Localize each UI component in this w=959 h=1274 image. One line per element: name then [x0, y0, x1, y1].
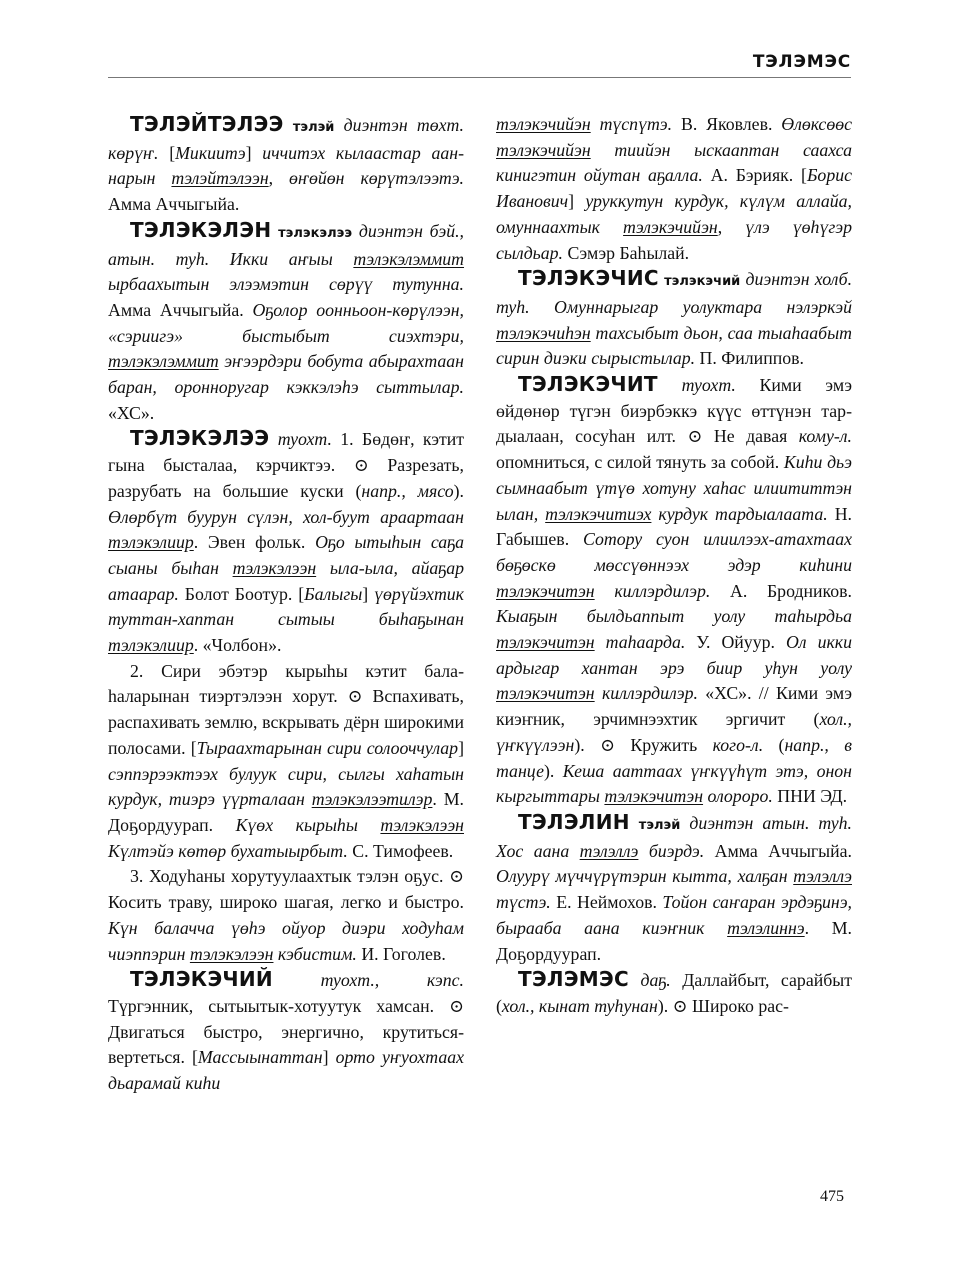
entry-telekechit: ТЭЛЭКЭЧИТ туохт. Кими эмэ өйдөнөр түгэн биэрбэккэ күүс өттүнэн тардыалаан, сосуһан илт. ⊙ Не давая кому-л. опомниться, с силой тянуть за собой. Киһи дьэ сымнаабыт үтүө хотуну хаһас илиититтэн ылан, тэлэкэчитиэх курдук тардыалаата. Н. Габышев. Сотору суон илиилээх-атахтаах бөҕөскө мөссүөннээх эдэр киһини тэлэкэчитэн киллэрдилэр. А. Бродников. Кыаҕын былдьаппыт уолу таһырдьа тэлэкэчитэн таһаарда. У. Ойуур. Ол икки ардыгар хантан эрэ биир уһун уолу тэлэкэчитэн киллэрдилэр. «ХС». // Кими эмэ киэҥник, эрчимнээхтик эргичит (хол., үҥкүүлээн). ⊙ Кружить кого-л. (напр., в танце). Кеша ааттаах үҥкүүһүт этэ, онон кыргыттары тэлэкэчитэн олороро. ПНИ ЭД.	[496, 372, 852, 807]
headword: ТЭЛЭКЭЛЭЭ	[130, 426, 270, 451]
header-rule	[108, 77, 851, 78]
entry-telekelee: ТЭЛЭКЭЛЭЭ туохт. 1. Бөдөҥ, кэтит гына бысталаа, кэрчиктээ. ⊙ Разрезать, разрубать на большие куски (напр., мясо). Өлөрбүт буурун сүлэн, хол-буут араартаан тэлэкэлиир. Эвен фольк. Оҕо ытыһын саҕа сыаны быһан тэлэкэлээн ыла-ыла, айаҕар атаарар. Болот Боотур. [Балыгы] үөрүйэхтик туттан-хаптан сытыы быһаҕынан тэлэкэлиир. «Чолбон».	[108, 426, 465, 656]
entry-telekechij: ТЭЛЭКЭЧИЙ туохт., кэпс. Түргэнник, сытыытык-хотуутук хамсан. ⊙ Двигаться быстро, энергично, крутиться-вертеться. [Массыынаттан] орто уҥуохтаах дьарамай киһи	[108, 967, 464, 1094]
headword: ТЭЛЭКЭЛЭН	[130, 217, 272, 242]
entry-telelin: ТЭЛЭЛИН тэлэй диэнтэн атын. туһ. Хос аана тэлэллэ биэрдэ. Амма Аччыгыйа. Олуурү мүччүрүтэрин кытта, халҕан тэлэллэ түстэ. Е. Неймохов. Тойон саҥаран эрдэҕинэ, бырааба аана киэҥник тэлэлиннэ. М. Доҕордуурап.	[496, 809, 853, 964]
headword: ТЭЛЭЛИН	[518, 809, 630, 834]
headword: ТЭЛЭКЭЧИС	[518, 266, 659, 291]
root-word: тэлэкэчий	[664, 274, 741, 290]
entry-telekelee-sense-3: 3. Ходуһаны хорутуулаахтык тэлэн оҕус. ⊙ Косить траву, широко шагая, легко и быстро. Күн балачча үөһэ ойуор диэри ходуһам чиэппэрин тэлэкэлээн кэбистим. И. Гоголев.	[108, 866, 464, 964]
root-word: тэлэй	[292, 120, 335, 135]
left-column	[108, 112, 464, 1097]
root-word: тэлэкэлээ	[278, 225, 353, 241]
headword: ТЭЛЭКЭЧИЙ	[130, 967, 273, 992]
right-column	[496, 112, 852, 1020]
headword: ТЭЛЭКЭЧИТ	[518, 372, 658, 397]
page-number: 475	[820, 1188, 844, 1205]
page-header	[0, 0, 959, 80]
entry-telekechij-continued: тэлэкэчийэн түспүтэ. В. Яковлев. Өлөксөөс тэлэкэчийэн тиийэн ыскааптан саахса кинигэтин ойутан аҕалла. А. Бэрияк. [Борис Иванович] уруккутун курдук, күлүм аллайа, омуннаахтык тэлэкэчийэн, үлэ үөһүгэр сылдьар. Сэмэр Баһылай.	[496, 114, 852, 263]
entry-telemes: ТЭЛЭМЭС даҕ. Даллайбыт, сарайбыт (хол., кынат туһунан). ⊙ Широко рас-	[496, 967, 852, 1016]
entry-telekelee-sense-2: 2. Сири эбэтэр кырыһы кэтит балаһаларынан тиэртэлээн хорут. ⊙ Вспахивать, распахивать землю, вскрывать дёрн широкими полосами. [Тыраахтарынан сири солооччулар] сэппэрээктээх булуук сири, сылгы хаһатын курдук, тиэрэ үүрталаан тэлэкэлээтилэр. М. Доҕордуурап. Күөх кырыһы тэлэкэлээн Күлтэйэ көтөр бухатыырбыт. С. Тимофеев.	[108, 660, 464, 861]
entry-telejtelee: ТЭЛЭЙТЭЛЭЭ тэлэй диэнтэн төхт. көрүҥ. [Микиитэ] иччитэх кылаастар ааннарын тэлэйтэлээн, өҥөйөн көрүтэлээтэ. Амма Аччыгыйа.	[108, 112, 464, 215]
root-word: тэлэй	[638, 817, 681, 833]
headword: ТЭЛЭМЭС	[518, 967, 629, 992]
headword: ТЭЛЭЙТЭЛЭЭ	[130, 112, 284, 136]
entry-telekechis: ТЭЛЭКЭЧИС тэлэкэчий диэнтэн холб. туһ. Омуннарыгар уолуктара нэлэркэй тэлэкэчиһэн тахсыбыт дьон, саа тыаһаабыт сирин диэки сырыстылар. П. Филиппов.	[496, 266, 853, 369]
entry-telekelen: ТЭЛЭКЭЛЭН тэлэкэлээ диэнтэн бэй., атын. туһ. Икки аҥыы тэлэкэлэммит ырбаахытын элээмэтин сөрүү тутунна. Амма Аччыгыйа. Оҕолор оонньоон-көрүлээн, «сэриигэ» быстыбыт сиэхтэри, тэлэкэлэммит эҥээрдэри бобута абырахтаан баран, оронноругар кэккэлэһэ сыттылар. «ХС».	[108, 217, 465, 423]
running-head: ТЭЛЭМЭС	[752, 52, 851, 72]
